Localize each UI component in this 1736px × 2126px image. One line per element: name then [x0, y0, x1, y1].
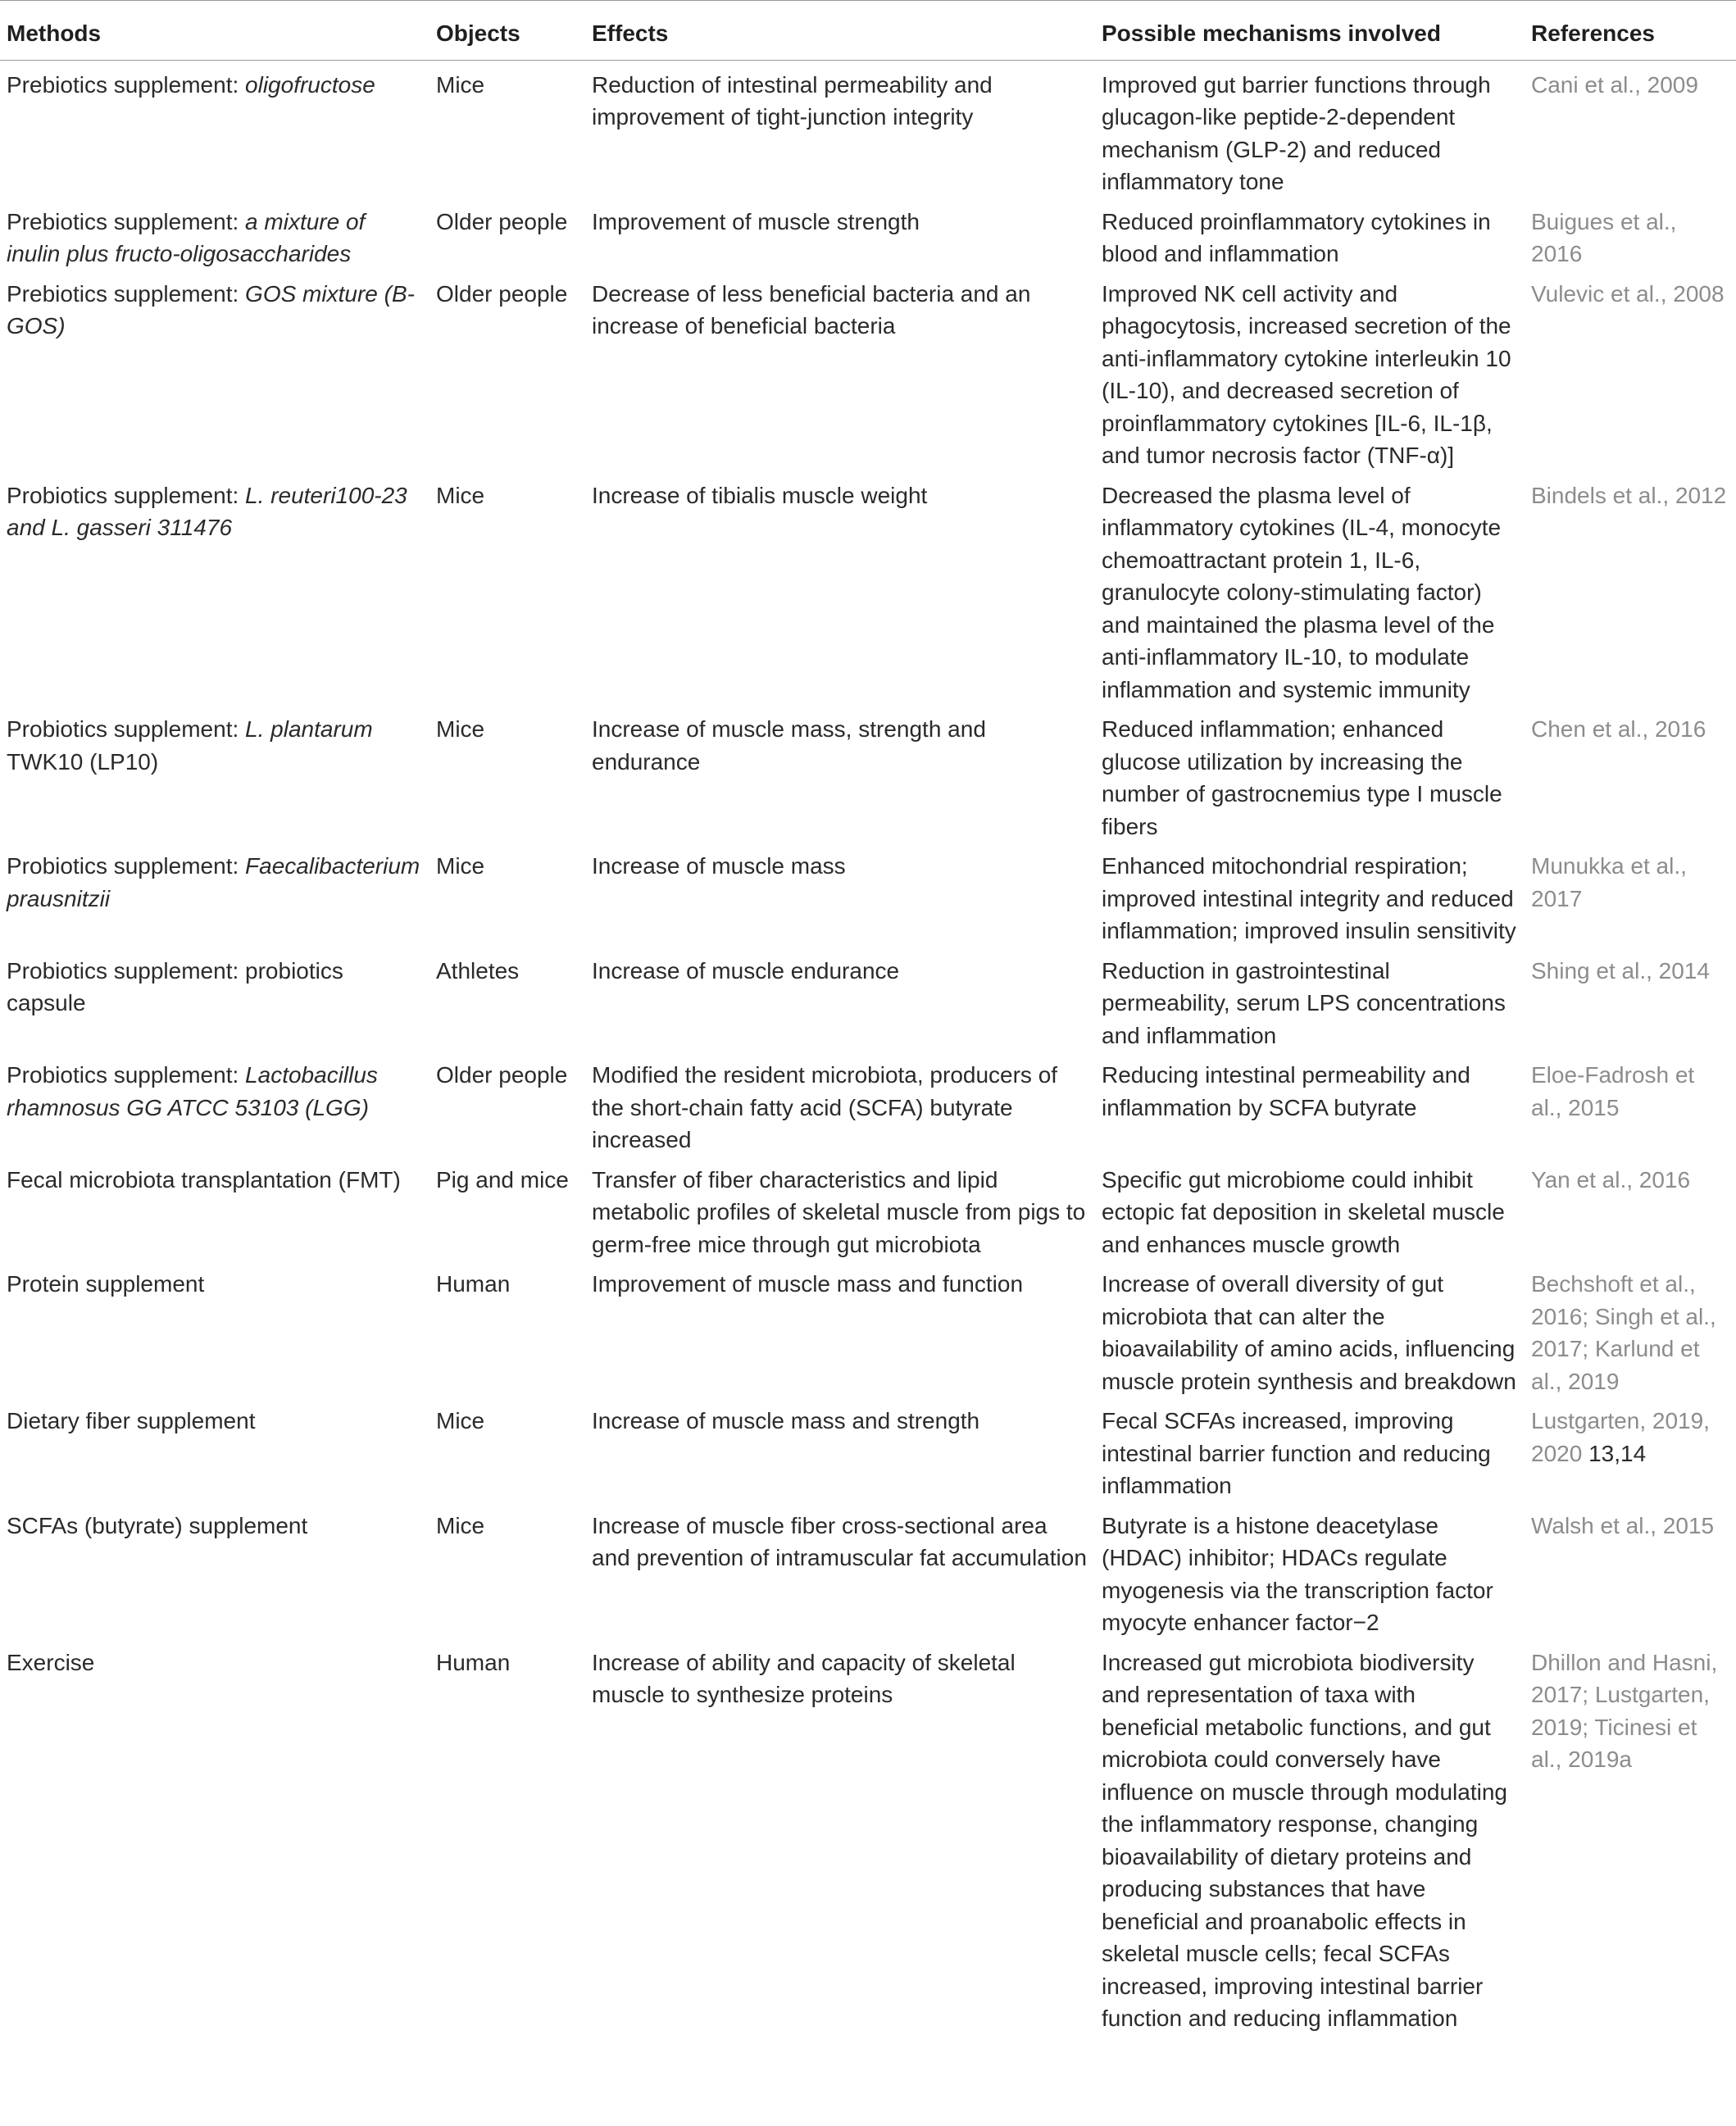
cell-effect: Increase of ability and capacity of skeletal muscle to synthesize proteins: [592, 1649, 1016, 1707]
table-row: [0, 276, 1736, 478]
method-text: Exercise: [7, 1649, 95, 1675]
reference-text: Shing et al., 2014: [1531, 957, 1710, 984]
header-effects: Effects: [592, 20, 669, 46]
cell-method: [0, 204, 429, 276]
table-header-row: [0, 1, 1736, 61]
table-row: [0, 711, 1736, 848]
cell-reference: [1525, 711, 1736, 848]
method-text: TWK10 (LP10): [7, 748, 159, 775]
table-row: [0, 1266, 1736, 1403]
cell-reference: [1525, 1508, 1736, 1645]
cell-reference: [1525, 276, 1736, 478]
cell-effect: Improvement of muscle mass and function: [592, 1271, 1024, 1297]
method-text: Dietary fiber supplement: [7, 1408, 256, 1433]
table-row: [0, 478, 1736, 712]
method-text: Prebiotics supplement:: [7, 208, 246, 234]
cell-mechanism: Butyrate is a histone deacetylase (HDAC) inhibitor; HDACs regulate myogenesis via the transcription factor myocyte enhancer factor−2: [1102, 1512, 1493, 1635]
cell-object: Human: [436, 1271, 511, 1297]
cell-reference: [1525, 1645, 1736, 2041]
table-row: [0, 60, 1736, 204]
cell-effect: Decrease of less beneficial bacteria and an increase of beneficial bacteria: [592, 280, 1031, 338]
cell-method: [0, 276, 429, 478]
cell-reference: [1525, 1057, 1736, 1162]
cell-reference: [1525, 478, 1736, 712]
cell-method: [0, 1508, 429, 1645]
reference-text: Eloe-Fadrosh et al., 2015: [1531, 1062, 1695, 1120]
method-italic-text: Lactobacillus rhamnosus GG ATCC 53103 (LGG): [7, 1062, 378, 1120]
cell-object: Older people: [436, 208, 568, 234]
method-text: Probiotics supplement:: [7, 716, 246, 742]
cell-effect: Increase of tibialis muscle weight: [592, 482, 928, 508]
cell-effect: Increase of muscle mass and strength: [592, 1408, 980, 1433]
cell-reference: [1525, 953, 1736, 1058]
method-text: Probiotics supplement:: [7, 853, 246, 879]
method-text: Prebiotics supplement:: [7, 280, 246, 307]
cell-object: Athletes: [436, 957, 520, 984]
cell-object: Mice: [436, 716, 485, 742]
cell-reference: [1525, 1266, 1736, 1403]
cell-effect: Reduction of intestinal permeability and improvement of tight-junction integrity: [592, 71, 993, 129]
reference-text: Walsh et al., 2015: [1531, 1512, 1715, 1538]
table-row: [0, 1162, 1736, 1267]
table-row: [0, 1508, 1736, 1645]
cell-method: [0, 953, 429, 1058]
reference-text: Bechshoft et al., 2016; Singh et al., 2017; Karlund et al., 2019: [1531, 1271, 1716, 1394]
cell-method: [0, 478, 429, 712]
table-body: [0, 60, 1736, 2041]
cell-method: [0, 60, 429, 204]
header-methods: Methods: [7, 20, 102, 46]
cell-object: Older people: [436, 1062, 568, 1088]
cell-object: Mice: [436, 71, 485, 98]
cell-object: Mice: [436, 1512, 485, 1538]
cell-object: Mice: [436, 1408, 485, 1433]
header-references: References: [1531, 20, 1655, 46]
method-text: SCFAs (butyrate) supplement: [7, 1512, 308, 1538]
cell-reference: [1525, 1403, 1736, 1508]
cell-object: Older people: [436, 280, 568, 307]
cell-mechanism: Reducing intestinal permeability and inflammation by SCFA butyrate: [1102, 1062, 1470, 1120]
table-row: [0, 848, 1736, 953]
cell-method: [0, 848, 429, 953]
table-row: [0, 1403, 1736, 1508]
method-italic-text: L. plantarum: [245, 716, 373, 742]
cell-effect: Increase of muscle mass, strength and endurance: [592, 716, 986, 775]
cell-reference: [1525, 60, 1736, 204]
table-row: [0, 204, 1736, 276]
cell-method: [0, 1645, 429, 2041]
cell-mechanism: Decreased the plasma level of inflammatory cytokines (IL-4, monocyte chemoattractant protein 1, IL-6, granulocyte colony-stimulating factor) and maintained the plasma level of the anti-inflammatory IL-10, to modulate inflammation and systemic immunity: [1102, 482, 1502, 702]
method-italic-text: oligofructose: [245, 71, 375, 98]
cell-effect: Modified the resident microbiota, producers of the short-chain fatty acid (SCFA) butyrate increased: [592, 1062, 1058, 1152]
cell-mechanism: Reduced proinflammatory cytokines in blood and inflammation: [1102, 208, 1491, 266]
method-text: Fecal microbiota transplantation (FMT): [7, 1166, 401, 1192]
cell-mechanism: Improved gut barrier functions through glucagon-like peptide-2-dependent mechanism (GLP-2) and reduced inflammatory tone: [1102, 71, 1491, 194]
cell-method: [0, 711, 429, 848]
cell-method: [0, 1057, 429, 1162]
cell-mechanism: Fecal SCFAs increased, improving intestinal barrier function and reducing inflammation: [1102, 1408, 1491, 1498]
method-italic-text: a mixture of inulin plus fructo-oligosaccharides: [7, 208, 366, 266]
method-text: Probiotics supplement:: [7, 482, 246, 508]
method-italic-text: GOS mixture (B-GOS): [7, 280, 415, 338]
cell-reference: [1525, 204, 1736, 276]
reference-text: Buigues et al., 2016: [1531, 208, 1677, 266]
cell-mechanism: Reduced inflammation; enhanced glucose utilization by increasing the number of gastrocnemius type I muscle fibers: [1102, 716, 1502, 839]
cell-mechanism: Improved NK cell activity and phagocytosis, increased secretion of the anti-inflammatory cytokine interleukin 10 (IL-10), and decreased secretion of proinflammatory cytokines [IL-6, IL-1β, and tumor necrosis factor (TNF-α)]: [1102, 280, 1511, 468]
cell-reference: [1525, 848, 1736, 953]
table-row: [0, 1057, 1736, 1162]
reference-text: Munukka et al., 2017: [1531, 853, 1687, 911]
method-italic-text: Faecalibacterium prausnitzii: [7, 853, 420, 911]
method-italic-text: L. reuteri100-23 and L. gasseri 311476: [7, 482, 407, 540]
table-row: [0, 1645, 1736, 2041]
cell-object: Mice: [436, 853, 485, 879]
method-text: Prebiotics supplement:: [7, 71, 246, 98]
cell-object: Pig and mice: [436, 1166, 569, 1192]
cell-effect: Increase of muscle endurance: [592, 957, 900, 984]
cell-effect: Transfer of fiber characteristics and lipid metabolic profiles of skeletal muscle from pigs to germ-free mice through gut microbiota: [592, 1166, 1086, 1257]
table-row: [0, 953, 1736, 1058]
cell-object: Mice: [436, 482, 485, 508]
reference-text: Chen et al., 2016: [1531, 716, 1706, 742]
cell-mechanism: Enhanced mitochondrial respiration; improved intestinal integrity and reduced inflammation; improved insulin sensitivity: [1102, 853, 1516, 943]
cell-effect: Increase of muscle fiber cross-sectional area and prevention of intramuscular fat accumulation: [592, 1512, 1087, 1570]
header-objects: Objects: [436, 20, 520, 46]
reference-text: Cani et al., 2009: [1531, 71, 1698, 98]
cell-effect: Improvement of muscle strength: [592, 208, 920, 234]
cell-method: [0, 1162, 429, 1267]
cell-object: Human: [436, 1649, 511, 1675]
cell-mechanism: Reduction in gastrointestinal permeability, serum LPS concentrations and inflammation: [1102, 957, 1506, 1048]
method-text: Protein supplement: [7, 1271, 205, 1297]
method-text: Probiotics supplement: probiotics capsule: [7, 957, 343, 1015]
reference-text: Lustgarten, 2019, 2020: [1531, 1408, 1710, 1466]
cell-mechanism: Specific gut microbiome could inhibit ectopic fat deposition in skeletal muscle and enhances muscle growth: [1102, 1166, 1505, 1257]
reference-note: 13,14: [1582, 1440, 1647, 1466]
cell-method: [0, 1403, 429, 1508]
header-mechanisms: Possible mechanisms involved: [1102, 20, 1441, 46]
reference-text: Yan et al., 2016: [1531, 1166, 1691, 1192]
method-text: Probiotics supplement:: [7, 1062, 246, 1088]
cell-mechanism: Increase of overall diversity of gut microbiota that can alter the bioavailability of amino acids, influencing muscle protein synthesis and breakdown: [1102, 1271, 1516, 1394]
cell-reference: [1525, 1162, 1736, 1267]
reference-text: Bindels et al., 2012: [1531, 482, 1727, 508]
reference-text: Vulevic et al., 2008: [1531, 280, 1725, 307]
cell-method: [0, 1266, 429, 1403]
reference-text: Dhillon and Hasni, 2017; Lustgarten, 2019; Ticinesi et al., 2019a: [1531, 1649, 1718, 1772]
cell-mechanism: Increased gut microbiota biodiversity and representation of taxa with beneficial metabolic functions, and gut microbiota could conversely have influence on muscle through modulating the inflammatory response, changing bioavailability of dietary proteins and producing substances that have beneficial and proanabolic effects in skeletal muscle cells; fecal SCFAs increased, improving intestinal barrier function and reducing inflammation: [1102, 1649, 1507, 2031]
cell-effect: Increase of muscle mass: [592, 853, 846, 879]
